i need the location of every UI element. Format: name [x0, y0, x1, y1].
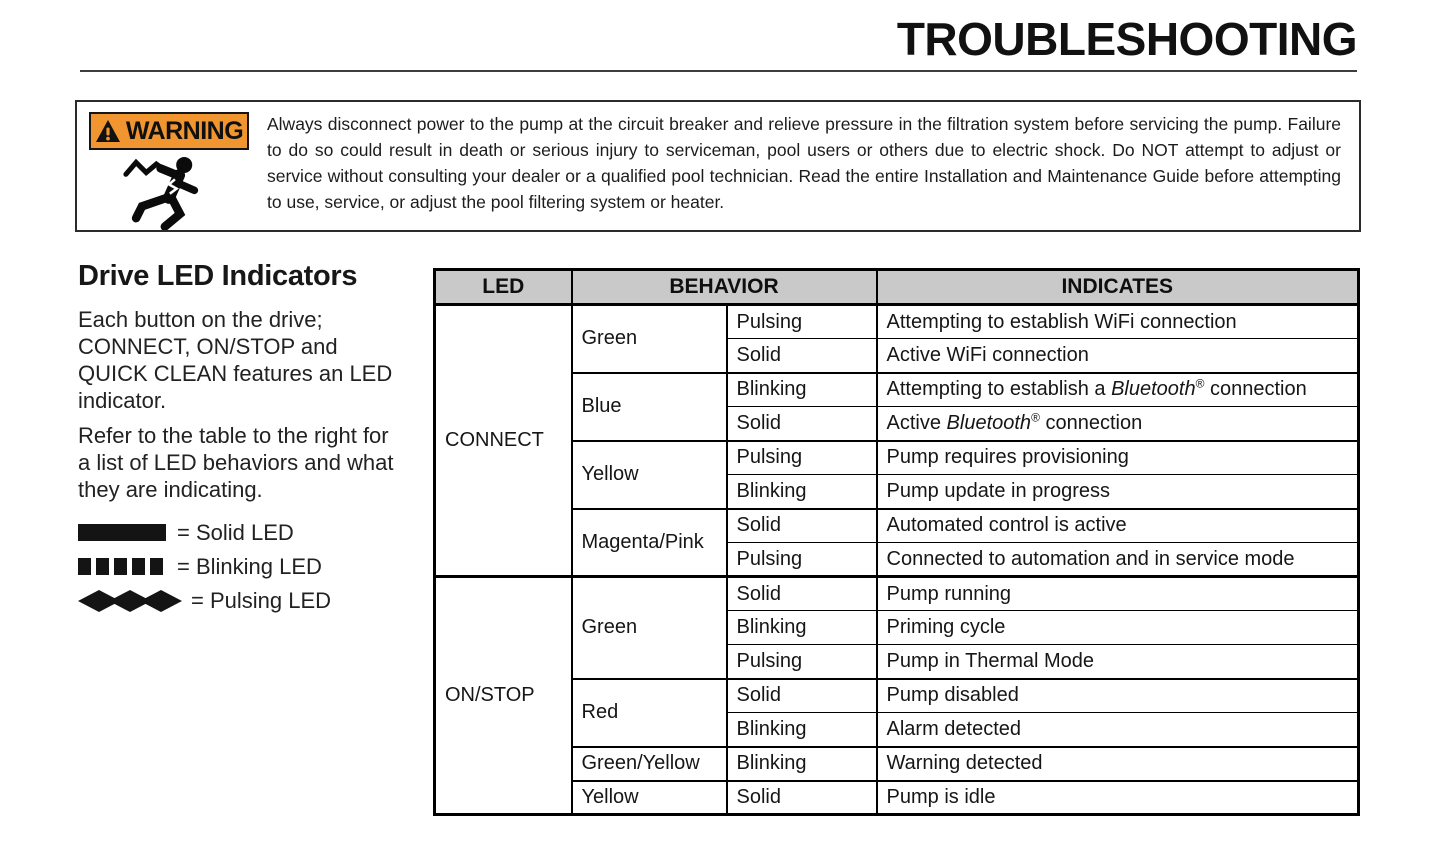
led-cell: CONNECT	[435, 305, 572, 577]
behavior-cell: Pulsing	[727, 645, 877, 679]
indicates-cell: Automated control is active	[877, 509, 1359, 543]
indicates-cell: Pump running	[877, 577, 1359, 611]
behavior-cell: Solid	[727, 577, 877, 611]
table-header-row	[435, 270, 1359, 305]
color-cell: Green	[572, 305, 727, 373]
color-cell: Red	[572, 679, 727, 747]
indicates-cell: Active WiFi connection	[877, 339, 1359, 373]
warning-box	[75, 100, 1361, 232]
color-cell: Blue	[572, 373, 727, 441]
legend-label: = Solid LED	[177, 520, 294, 545]
warning-label	[89, 112, 249, 150]
title-rule	[80, 70, 1357, 72]
drive-led-section	[78, 260, 408, 618]
led-table-body	[435, 305, 1359, 815]
table-row	[435, 747, 1359, 781]
table-row	[435, 781, 1359, 815]
behavior-cell: Solid	[727, 679, 877, 713]
behavior-cell: Solid	[727, 509, 877, 543]
blinking-led-icon	[78, 558, 168, 576]
behavior-cell: Solid	[727, 407, 877, 441]
col-header-behavior: BEHAVIOR	[572, 270, 877, 305]
col-header-indicates: INDICATES	[877, 270, 1359, 305]
indicates-cell: Active Bluetooth® connection	[877, 407, 1359, 441]
table-row	[435, 441, 1359, 475]
led-cell: ON/STOP	[435, 577, 572, 815]
indicates-cell: Alarm detected	[877, 713, 1359, 747]
section-heading: Drive LED Indicators	[78, 260, 358, 292]
legend-item-pulsing	[78, 584, 408, 618]
color-cell: Yellow	[572, 441, 727, 509]
electric-shock-icon	[117, 154, 221, 235]
indicates-cell: Pump is idle	[877, 781, 1359, 815]
warning-label-text: WARNING	[125, 116, 244, 145]
led-table	[433, 268, 1360, 816]
solid-led-icon	[78, 524, 168, 542]
behavior-cell: Pulsing	[727, 305, 877, 339]
led-legend	[78, 516, 408, 618]
behavior-cell: Blinking	[727, 713, 877, 747]
behavior-cell: Solid	[727, 339, 877, 373]
behavior-cell: Blinking	[727, 747, 877, 781]
warning-signage	[77, 102, 261, 235]
pulsing-led-icon	[78, 589, 182, 613]
indicates-cell: Pump update in progress	[877, 475, 1359, 509]
indicates-cell: Connected to automation and in service mode	[877, 543, 1359, 577]
indicates-cell: Pump disabled	[877, 679, 1359, 713]
indicates-cell: Attempting to establish WiFi connection	[877, 305, 1359, 339]
indicates-cell: Pump in Thermal Mode	[877, 645, 1359, 679]
indicates-cell: Priming cycle	[877, 611, 1359, 645]
section-paragraph-1: Each button on the drive; CONNECT, ON/STOP and QUICK CLEAN features an LED indicator.	[78, 307, 393, 413]
section-paragraph-2: Refer to the table to the right for a list of LED behaviors and what they are indicating.	[78, 423, 394, 502]
behavior-cell: Blinking	[727, 373, 877, 407]
legend-label: = Pulsing LED	[191, 588, 332, 613]
legend-item-solid	[78, 516, 408, 550]
color-cell: Green	[572, 577, 727, 679]
indicates-cell: Pump requires provisioning	[877, 441, 1359, 475]
warning-triangle-icon	[95, 119, 121, 143]
indicates-cell: Warning detected	[877, 747, 1359, 781]
behavior-cell: Pulsing	[727, 441, 877, 475]
behavior-cell: Blinking	[727, 611, 877, 645]
behavior-cell: Solid	[727, 781, 877, 815]
indicates-cell: Attempting to establish a Bluetooth® connection	[877, 373, 1359, 407]
color-cell: Yellow	[572, 781, 727, 815]
color-cell: Green/Yellow	[572, 747, 727, 781]
color-cell: Magenta/Pink	[572, 509, 727, 577]
table-row	[435, 373, 1359, 407]
table-row	[435, 509, 1359, 543]
led-table-wrap	[433, 268, 1360, 816]
table-row	[435, 305, 1359, 339]
behavior-cell: Pulsing	[727, 543, 877, 577]
behavior-cell: Blinking	[727, 475, 877, 509]
legend-item-blinking	[78, 550, 408, 584]
legend-label: = Blinking LED	[177, 554, 322, 579]
table-row	[435, 577, 1359, 611]
page-title: TROUBLESHOOTING	[896, 13, 1357, 65]
warning-text: Always disconnect power to the pump at the circuit breaker and relieve pressure in the filtration system before servicing the pump. Failure to do so could result in death or serious injury to serviceman, pool users or others due to electric shock. Do NOT attempt to adjust or service without consulting your dealer or a qualified pool technician. Read the entire Installation and Maintenance Guide before attempting to use, service, or adjust the pool filtering system or heater.	[267, 114, 1341, 212]
col-header-led: LED	[435, 270, 572, 305]
table-row	[435, 679, 1359, 713]
